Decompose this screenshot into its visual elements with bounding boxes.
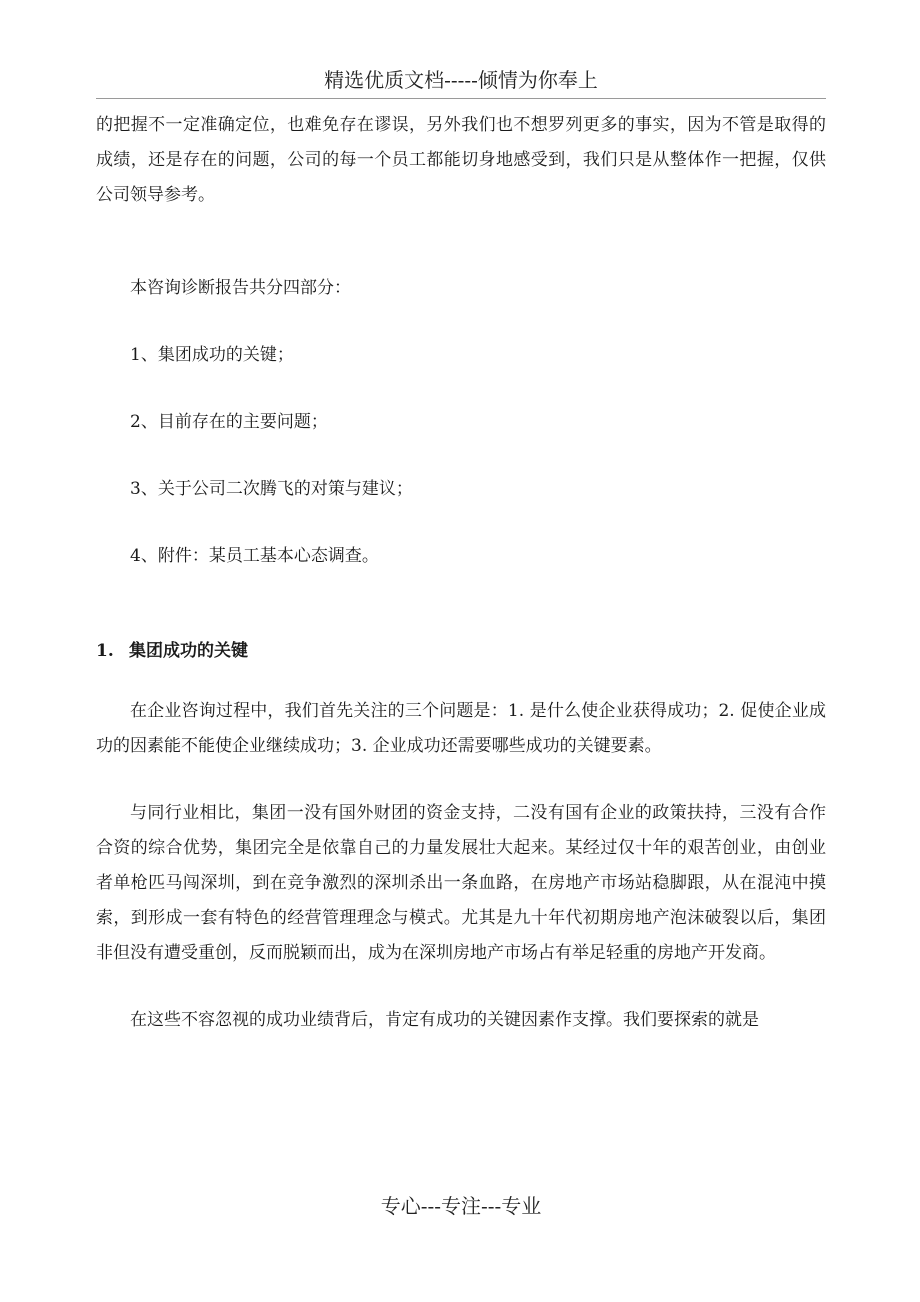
body-paragraph: 与同行业相比，集团一没有国外财团的资金支持，二没有国有企业的政策扶持，三没有合作合资的综合优势，集团完全是依靠自己的力量发展壮大起来。某经过仅十年的艰苦创业，由创业者单枪匹马闯深圳，到在竞争激烈的深圳杀出一条血路，在房地产市场站稳脚跟，从在混沌中摸索，到形成一套有特色的经营管理理念与模式。尤其是九十年代初期房地产泡沫破裂以后，集团非但没有遭受重创，反而脱颖而出，成为在深圳房地产市场占有举足轻重的房地产开发商。 [96, 803, 826, 963]
header-divider [96, 98, 826, 99]
intro-paragraph: 本咨询诊断报告共分四部分： [130, 278, 351, 298]
section-heading [96, 634, 826, 669]
page-footer: 专心---专注---专业 [380, 1194, 542, 1218]
list-item: 2、目前存在的主要问题； [130, 412, 328, 432]
continuation-paragraph: 的把握不一定准确定位，也难免存在谬误，另外我们也不想罗列更多的事实，因为不管是取得的成绩，还是存在的问题，公司的每一个员工都能切身地感受到，我们只是从整体作一把握，仅供公司领导参考。 [96, 115, 826, 205]
list-item: 3、关于公司二次腾飞的对策与建议； [130, 479, 413, 499]
section-title: 集团成功的关键 [129, 641, 248, 661]
body-paragraph: 在这些不容忽视的成功业绩背后，肯定有成功的关键因素作支撑。我们要探索的就是 [130, 1010, 759, 1030]
document-body [96, 108, 826, 1038]
list-item: 1、集团成功的关键； [130, 345, 294, 365]
page-header: 精选优质文档-----倾情为你奉上 [324, 68, 598, 92]
section-number: 1. [96, 641, 114, 661]
body-paragraph: 在企业咨询过程中，我们首先关注的三个问题是：1. 是什么使企业获得成功；2. 促使企业成功的因素能不能使企业继续成功；3. 企业成功还需要哪些成功的关键要素。 [96, 701, 826, 756]
list-item: 4、附件：某员工基本心态调查。 [130, 546, 379, 566]
